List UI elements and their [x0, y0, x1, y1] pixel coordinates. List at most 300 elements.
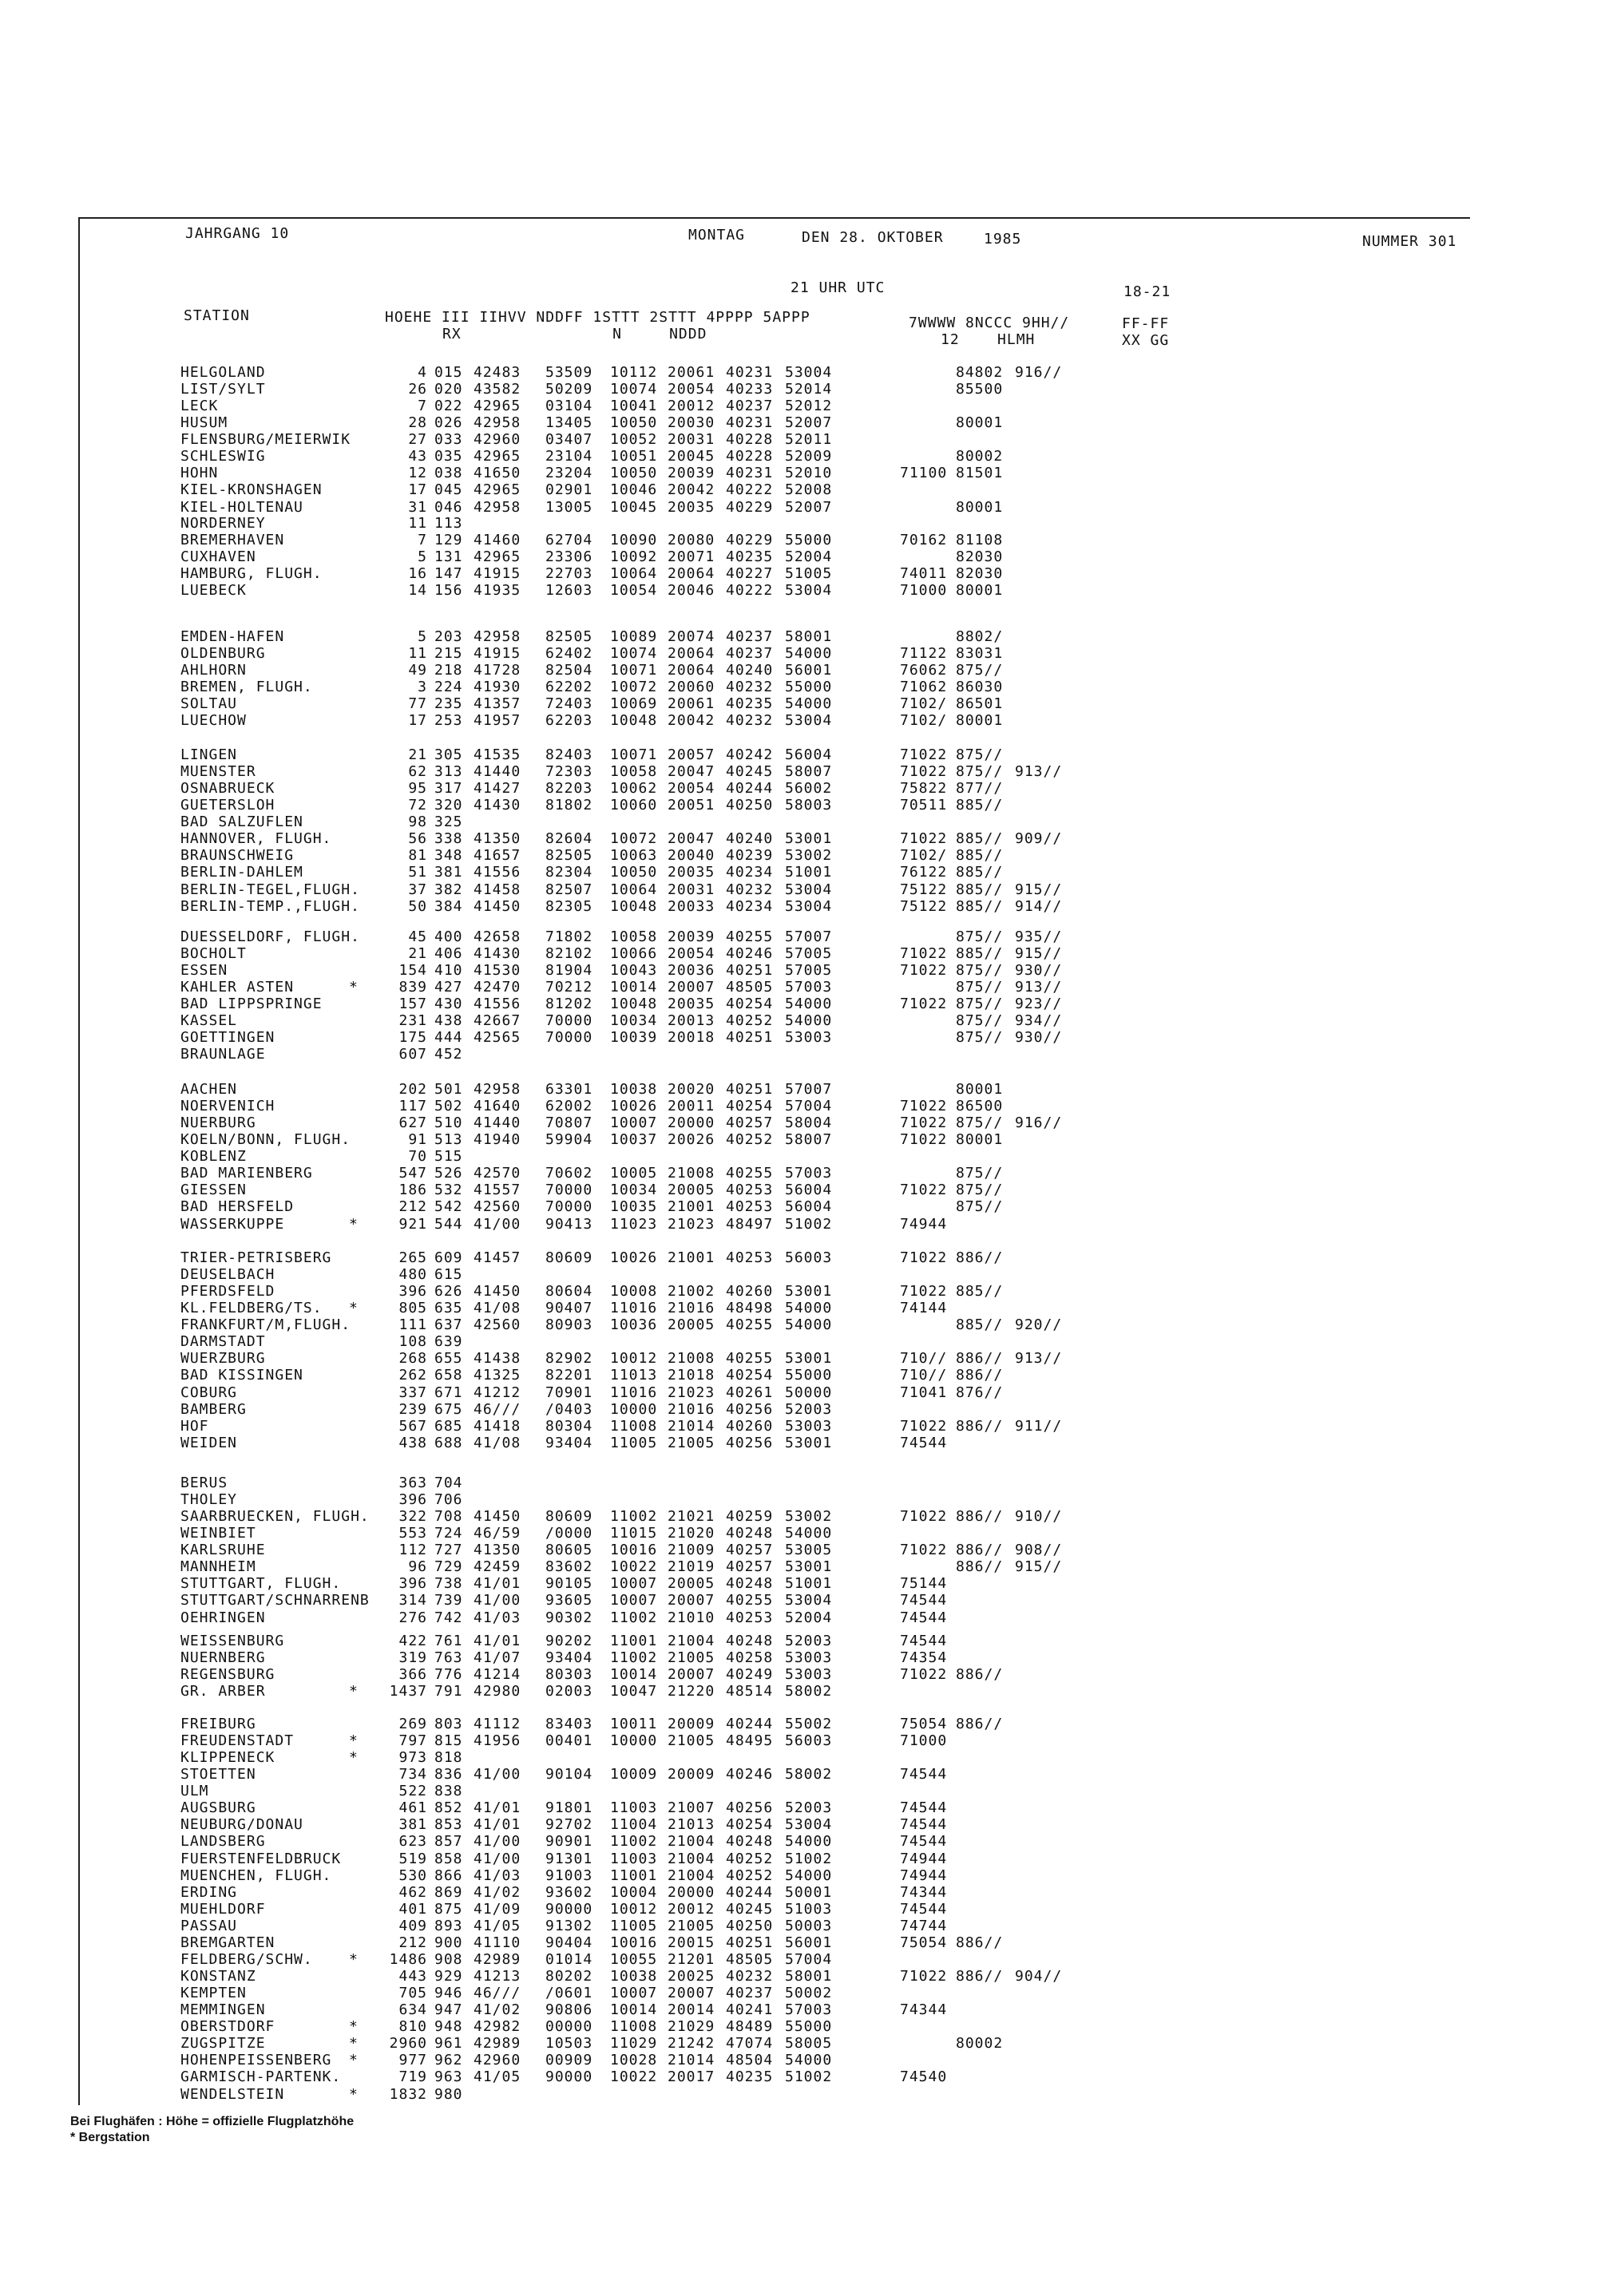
- height: 16: [408, 565, 427, 583]
- dew-2sttt: 21020: [668, 1525, 715, 1542]
- nddff: /0601: [545, 1985, 593, 2002]
- pressure-4pppp: 40231: [726, 414, 774, 432]
- temp-1sttt: 11015: [610, 1525, 658, 1542]
- station-name: NUERNBERG: [180, 1649, 266, 1667]
- nddff: 93404: [545, 1649, 593, 1667]
- weather-7wwww: 71022: [900, 945, 948, 963]
- pressure-4pppp: 40250: [726, 797, 774, 814]
- nddff: 00000: [545, 2018, 593, 2036]
- tendency-5appp: 57004: [785, 1098, 833, 1115]
- iihvv: 42960: [474, 2052, 521, 2069]
- dew-2sttt: 20007: [668, 1985, 715, 2002]
- tendency-5appp: 57004: [785, 1950, 833, 1968]
- station-name: BAD MARIENBERG: [180, 1165, 313, 1182]
- station-number: 708: [434, 1508, 463, 1526]
- tendency-5appp: 51003: [785, 1900, 833, 1918]
- iihvv: 42470: [474, 979, 521, 996]
- nddff: 70000: [545, 1029, 593, 1047]
- weather-7wwww: 75054: [900, 1934, 948, 1951]
- station-name: STOETTEN: [180, 1766, 256, 1783]
- station-name: ULM: [180, 1783, 209, 1800]
- mountain-marker: *: [349, 1749, 359, 1767]
- pressure-4pppp: 40251: [726, 1934, 774, 1951]
- station-row: [0, 1475, 1198, 1491]
- station-name: BAD SALZUFLEN: [180, 813, 303, 831]
- weather-7wwww: 71022: [900, 1968, 948, 1985]
- station-row: [0, 1182, 1198, 1198]
- height: 381: [398, 1816, 427, 1834]
- cloud-8nccc: 875//: [956, 763, 1004, 781]
- station-number: 305: [434, 746, 463, 763]
- temp-1sttt: 11005: [610, 1434, 658, 1451]
- station-row: [0, 928, 1198, 945]
- temp-1sttt: 10007: [610, 1985, 658, 2002]
- station-name: ERDING: [180, 1883, 238, 1901]
- iihvv: 41458: [474, 881, 521, 898]
- cloud-height-9hh: 909//: [1015, 830, 1063, 848]
- dew-2sttt: 21008: [668, 1350, 715, 1368]
- station-number: 853: [434, 1816, 463, 1834]
- pressure-4pppp: 40237: [726, 1985, 774, 2002]
- pressure-4pppp: 40248: [726, 1575, 774, 1593]
- pressure-4pppp: 40235: [726, 548, 774, 566]
- station-name: KARLSRUHE: [180, 1542, 266, 1559]
- height: 719: [398, 2068, 427, 2086]
- station-row: [0, 1350, 1198, 1367]
- dew-2sttt: 20054: [668, 381, 715, 398]
- station-name: STUTTGART, FLUGH.: [180, 1575, 342, 1593]
- station-number: 218: [434, 662, 463, 679]
- iihvv: 41940: [474, 1131, 521, 1149]
- dew-2sttt: 20060: [668, 679, 715, 696]
- tendency-5appp: 53003: [785, 1666, 833, 1684]
- temp-1sttt: 10074: [610, 645, 658, 663]
- station-row: [0, 1851, 1198, 1867]
- height: 977: [398, 2052, 427, 2069]
- height: 319: [398, 1649, 427, 1667]
- temp-1sttt: 10037: [610, 1131, 658, 1149]
- station-name: MUEHLDORF: [180, 1900, 266, 1918]
- iihvv: 41/01: [474, 1633, 521, 1649]
- height: 111: [398, 1316, 427, 1334]
- iihvv: 41350: [474, 830, 521, 848]
- nddff: 81904: [545, 962, 593, 980]
- pressure-4pppp: 40257: [726, 1114, 774, 1132]
- temp-1sttt: 10000: [610, 1732, 658, 1750]
- station-number: 947: [434, 2001, 463, 2019]
- tendency-5appp: 52010: [785, 465, 833, 482]
- nddff: 92702: [545, 1816, 593, 1834]
- height: 269: [398, 1716, 427, 1732]
- iihvv: 41/05: [474, 1917, 521, 1934]
- station-name: KLIPPENECK: [180, 1749, 275, 1767]
- iihvv: 41/02: [474, 1883, 521, 1901]
- nddff: /0403: [545, 1400, 593, 1418]
- tendency-5appp: 50002: [785, 1985, 833, 2002]
- iihvv: 41/00: [474, 1766, 521, 1783]
- tendency-5appp: 55000: [785, 1367, 833, 1384]
- station-name: AACHEN: [180, 1081, 238, 1098]
- pressure-4pppp: 40256: [726, 1799, 774, 1817]
- station-number: 438: [434, 1012, 463, 1030]
- weekday: MONTAG: [688, 227, 746, 243]
- pressure-4pppp: 47074: [726, 2035, 774, 2053]
- station-number: 532: [434, 1182, 463, 1199]
- cloud-8nccc: 885//: [956, 864, 1004, 881]
- temp-1sttt: 10026: [610, 1249, 658, 1266]
- pressure-4pppp: 40232: [726, 1968, 774, 1985]
- date: DEN 28. OKTOBER: [802, 229, 944, 246]
- height: 91: [408, 1131, 427, 1149]
- temp-1sttt: 11016: [610, 1384, 658, 1401]
- pressure-4pppp: 40240: [726, 830, 774, 848]
- station-name: THOLEY: [180, 1491, 238, 1509]
- temp-1sttt: 10071: [610, 662, 658, 679]
- temp-1sttt: 10022: [610, 2068, 658, 2086]
- pressure-4pppp: 40235: [726, 695, 774, 713]
- nddff: 80609: [545, 1249, 593, 1266]
- nddff: 01014: [545, 1950, 593, 1968]
- cloud-8nccc: 877//: [956, 780, 1004, 798]
- dew-2sttt: 20005: [668, 1182, 715, 1199]
- station-row: [0, 1114, 1198, 1131]
- temp-1sttt: 10034: [610, 1012, 658, 1030]
- temp-1sttt: 10074: [610, 381, 658, 398]
- pressure-4pppp: 40237: [726, 628, 774, 645]
- station-name: SCHLESWIG: [180, 448, 266, 465]
- station-number: 818: [434, 1749, 463, 1767]
- station-row: [0, 1401, 1198, 1418]
- tendency-5appp: 57007: [785, 1081, 833, 1098]
- weather-7wwww: 710//: [900, 1367, 948, 1384]
- station-row: [0, 582, 1198, 599]
- nddff: 02901: [545, 481, 593, 499]
- pressure-4pppp: 40255: [726, 1350, 774, 1368]
- time-range: 18-21: [1123, 283, 1171, 300]
- iihvv: 41/00: [474, 1592, 521, 1609]
- tendency-5appp: 52003: [785, 1633, 833, 1649]
- station-name: HANNOVER, FLUGH.: [180, 830, 332, 848]
- station-row: [0, 398, 1198, 414]
- station-number: 961: [434, 2035, 463, 2053]
- weather-7wwww: 71022: [900, 1098, 948, 1115]
- station-number: 131: [434, 548, 463, 566]
- temp-1sttt: 10063: [610, 847, 658, 865]
- station-row: [0, 864, 1198, 881]
- dew-2sttt: 21013: [668, 1816, 715, 1834]
- weather-7wwww: 74344: [900, 1883, 948, 1901]
- station-name: KASSEL: [180, 1012, 238, 1030]
- issue-number: NUMMER 301: [1362, 233, 1457, 250]
- height: 37: [408, 881, 427, 898]
- station-name: WASSERKUPPE: [180, 1215, 285, 1233]
- iihvv: 42565: [474, 1029, 521, 1047]
- temp-1sttt: 10050: [610, 864, 658, 881]
- height: 396: [398, 1575, 427, 1593]
- station-name: KOBLENZ: [180, 1148, 247, 1166]
- temp-1sttt: 10007: [610, 1575, 658, 1593]
- iihvv: 41440: [474, 763, 521, 781]
- height: 839: [398, 979, 427, 996]
- height: 27: [408, 431, 427, 449]
- station-row: [0, 679, 1198, 695]
- cloud-8nccc: 875//: [956, 1029, 1004, 1047]
- cloud-8nccc: 886//: [956, 1350, 1004, 1368]
- dew-2sttt: 20057: [668, 746, 715, 763]
- station-row: [0, 1148, 1198, 1165]
- iihvv: 41213: [474, 1968, 521, 1985]
- iihvv: 42989: [474, 1950, 521, 1968]
- station-name: SAARBRUECKEN, FLUGH.: [180, 1508, 370, 1526]
- height: 202: [398, 1081, 427, 1098]
- height: 56: [408, 830, 427, 848]
- height: 366: [398, 1666, 427, 1684]
- iihvv: 41/01: [474, 1816, 521, 1834]
- height: 262: [398, 1367, 427, 1384]
- cloud-8nccc: 81501: [956, 465, 1004, 482]
- station-name: PFERDSFELD: [180, 1283, 275, 1300]
- nddff: 62202: [545, 679, 593, 696]
- station-row: [0, 979, 1198, 996]
- station-number: 544: [434, 1215, 463, 1233]
- station-row: [0, 465, 1198, 481]
- iihvv: 46///: [474, 1400, 521, 1418]
- nddff: 13405: [545, 414, 593, 432]
- cloud-8nccc: 84802: [956, 364, 1004, 381]
- station-name: HUSUM: [180, 414, 228, 432]
- station-number: 948: [434, 2018, 463, 2036]
- temp-1sttt: 10016: [610, 1934, 658, 1951]
- station-name: FRANKFURT/M,FLUGH.: [180, 1316, 351, 1334]
- cloud-height-9hh: 914//: [1015, 897, 1063, 915]
- station-number: 675: [434, 1400, 463, 1418]
- station-row: [0, 1418, 1198, 1435]
- tendency-5appp: 54000: [785, 1316, 833, 1334]
- temp-1sttt: 11002: [610, 1609, 658, 1626]
- height: 1832: [389, 2085, 427, 2103]
- station-name: WENDELSTEIN: [180, 2085, 285, 2103]
- pressure-4pppp: 40250: [726, 1917, 774, 1934]
- cloud-8nccc: 885//: [956, 830, 1004, 848]
- iihvv: 41357: [474, 695, 521, 713]
- tendency-5appp: 53003: [785, 1649, 833, 1667]
- height: 17: [408, 712, 427, 730]
- iihvv: 41935: [474, 582, 521, 600]
- station-row: [0, 847, 1198, 864]
- station-number: 381: [434, 864, 463, 881]
- pressure-4pppp: 40254: [726, 1367, 774, 1384]
- height: 461: [398, 1799, 427, 1817]
- pressure-4pppp: 48497: [726, 1215, 774, 1233]
- station-number: 325: [434, 813, 463, 831]
- tendency-5appp: 53003: [785, 1417, 833, 1435]
- tendency-5appp: 57007: [785, 928, 833, 945]
- nddff: 22703: [545, 565, 593, 583]
- station-number: 655: [434, 1350, 463, 1368]
- iihvv: 42570: [474, 1165, 521, 1182]
- pressure-4pppp: 40257: [726, 1542, 774, 1559]
- station-name: FREUDENSTADT: [180, 1732, 295, 1750]
- dew-2sttt: 20035: [668, 996, 715, 1013]
- station-name: BAD HERSFELD: [180, 1198, 295, 1216]
- tendency-5appp: 51005: [785, 565, 833, 583]
- weather-7wwww: 71022: [900, 746, 948, 763]
- station-number: 542: [434, 1198, 463, 1216]
- station-row: [0, 1683, 1198, 1700]
- weather-7wwww: 710//: [900, 1350, 948, 1368]
- iihvv: 41112: [474, 1716, 521, 1732]
- height: 72: [408, 797, 427, 814]
- station-row: [0, 431, 1198, 448]
- height: 108: [398, 1333, 427, 1351]
- nddff: 80303: [545, 1666, 593, 1684]
- pressure-4pppp: 40253: [726, 1198, 774, 1216]
- dew-2sttt: 20047: [668, 830, 715, 848]
- cloud-8nccc: 886//: [956, 1934, 1004, 1951]
- height: 553: [398, 1525, 427, 1542]
- height: 314: [398, 1592, 427, 1609]
- station-row: [0, 1558, 1198, 1575]
- weather-7wwww: 70511: [900, 797, 948, 814]
- station-number: 235: [434, 695, 463, 713]
- height: 112: [398, 1542, 427, 1559]
- height: 5: [418, 628, 427, 645]
- nddff: 82304: [545, 864, 593, 881]
- temp-1sttt: 10069: [610, 695, 658, 713]
- pressure-4pppp: 40252: [726, 1866, 774, 1884]
- iihvv: 43582: [474, 381, 521, 398]
- pressure-4pppp: 40259: [726, 1508, 774, 1526]
- tendency-5appp: 53004: [785, 897, 833, 915]
- iihvv: 41212: [474, 1384, 521, 1401]
- iihvv: 41427: [474, 780, 521, 798]
- height: 705: [398, 1985, 427, 2002]
- station-row: [0, 1249, 1198, 1266]
- dew-2sttt: 20020: [668, 1081, 715, 1098]
- station-row: [0, 1029, 1198, 1046]
- iihvv: 42667: [474, 1012, 521, 1030]
- nddff: 59904: [545, 1131, 593, 1149]
- iihvv: 42958: [474, 498, 521, 516]
- station-number: 739: [434, 1592, 463, 1609]
- station-name: GARMISCH-PARTENK.: [180, 2068, 342, 2086]
- weather-7wwww: 71022: [900, 1283, 948, 1300]
- station-name: OBERSTDORF: [180, 2018, 275, 2036]
- dew-2sttt: 20031: [668, 881, 715, 898]
- station-number: 776: [434, 1666, 463, 1684]
- tendency-5appp: 51001: [785, 1575, 833, 1593]
- iihvv: 46/59: [474, 1525, 521, 1542]
- dew-2sttt: 21014: [668, 1417, 715, 1435]
- height: 212: [398, 1934, 427, 1951]
- nddff: 90901: [545, 1833, 593, 1851]
- tendency-5appp: 56001: [785, 662, 833, 679]
- weather-7wwww: 7102/: [900, 712, 948, 730]
- station-row: [0, 1046, 1198, 1063]
- cloud-8nccc: 885//: [956, 847, 1004, 865]
- dew-2sttt: 21023: [668, 1215, 715, 1233]
- station-name: BRAUNSCHWEIG: [180, 847, 295, 865]
- station-row: [0, 1799, 1198, 1816]
- nddff: 72403: [545, 695, 593, 713]
- height: 81: [408, 847, 427, 865]
- nddff: 63301: [545, 1081, 593, 1098]
- pressure-4pppp: 40231: [726, 364, 774, 381]
- dew-2sttt: 21005: [668, 1732, 715, 1750]
- nddff: 70807: [545, 1114, 593, 1132]
- station-row: [0, 2052, 1198, 2068]
- height: 212: [398, 1198, 427, 1216]
- tendency-5appp: 53002: [785, 847, 833, 865]
- temp-1sttt: 10060: [610, 797, 658, 814]
- dew-2sttt: 21029: [668, 2018, 715, 2036]
- station-name: HOHN: [180, 465, 219, 482]
- weather-7wwww: 71022: [900, 763, 948, 781]
- station-number: 706: [434, 1491, 463, 1509]
- iihvv: 41/00: [474, 1215, 521, 1233]
- height: 401: [398, 1900, 427, 1918]
- station-number: 742: [434, 1609, 463, 1626]
- iihvv: 41/03: [474, 1866, 521, 1884]
- temp-1sttt: 11003: [610, 1850, 658, 1867]
- pressure-4pppp: 40237: [726, 645, 774, 663]
- iihvv: 41657: [474, 847, 521, 865]
- station-name: KONSTANZ: [180, 1968, 256, 1985]
- station-number: 338: [434, 830, 463, 848]
- station-row: [0, 712, 1198, 729]
- cloud-8nccc: 885//: [956, 897, 1004, 915]
- nddff: 83602: [545, 1558, 593, 1576]
- nddff: 83403: [545, 1716, 593, 1732]
- dew-2sttt: 21021: [668, 1508, 715, 1526]
- station-number: 427: [434, 979, 463, 996]
- temp-1sttt: 10036: [610, 1316, 658, 1334]
- pressure-4pppp: 40251: [726, 1029, 774, 1047]
- nddff: 90806: [545, 2001, 593, 2019]
- cloud-8nccc: 80001: [956, 1081, 1004, 1098]
- station-number: 615: [434, 1266, 463, 1284]
- pressure-4pppp: 40261: [726, 1384, 774, 1401]
- height: 547: [398, 1165, 427, 1182]
- station-row: [0, 881, 1198, 898]
- height: 175: [398, 1029, 427, 1047]
- tendency-5appp: 54000: [785, 1300, 833, 1317]
- station-number: 033: [434, 431, 463, 449]
- weather-7wwww: 76122: [900, 864, 948, 881]
- cloud-8nccc: 875//: [956, 979, 1004, 996]
- station-number: 046: [434, 498, 463, 516]
- cloud-8nccc: 886//: [956, 1542, 1004, 1559]
- dew-2sttt: 20035: [668, 864, 715, 881]
- height: 627: [398, 1114, 427, 1132]
- temp-1sttt: 10007: [610, 1114, 658, 1132]
- station-row: [0, 1901, 1198, 1918]
- temp-1sttt: 11002: [610, 1508, 658, 1526]
- iihvv: 41915: [474, 645, 521, 663]
- mountain-marker: *: [349, 1950, 359, 1968]
- station-name: KOELN/BONN, FLUGH.: [180, 1131, 351, 1149]
- cloud-8nccc: 886//: [956, 1558, 1004, 1576]
- station-name: BRAUNLAGE: [180, 1046, 266, 1063]
- height: 530: [398, 1866, 427, 1884]
- cloud-8nccc: 885//: [956, 797, 1004, 814]
- pressure-4pppp: 40229: [726, 532, 774, 549]
- station-number: 688: [434, 1434, 463, 1451]
- tendency-5appp: 52004: [785, 1609, 833, 1626]
- height: 480: [398, 1266, 427, 1284]
- height: 462: [398, 1883, 427, 1901]
- iihvv: 41450: [474, 897, 521, 915]
